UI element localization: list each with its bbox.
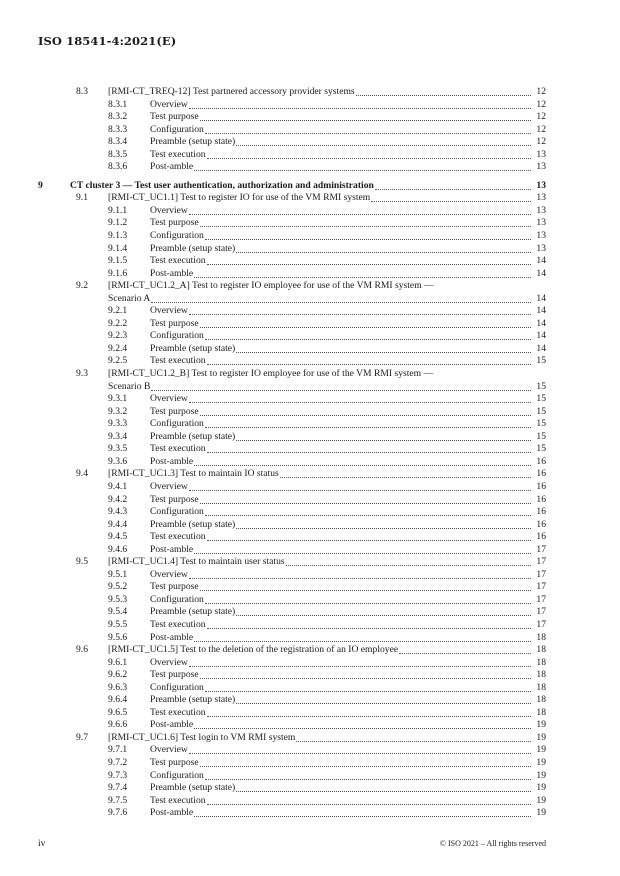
toc-entry-number: 9.7.6 <box>108 807 128 819</box>
toc-entry-number: 9.4.6 <box>108 543 128 555</box>
dot-leader <box>189 393 531 403</box>
dot-leader <box>236 519 531 529</box>
dot-leader <box>189 744 531 754</box>
toc-entry[interactable] <box>38 86 546 99</box>
toc-entry-number: 9.6.6 <box>108 719 128 731</box>
toc-entry-number: 9.3.4 <box>108 430 128 442</box>
toc-entry[interactable] <box>38 732 546 745</box>
toc-entry-page: 19 <box>536 769 546 781</box>
page-number: iv <box>38 838 46 849</box>
toc-entry-title: Test purpose <box>150 756 199 768</box>
toc-entry-title: [RMI-CT_TREQ-12] Test partnered accessory provider systems <box>108 86 355 97</box>
toc-entry-page: 19 <box>536 807 546 819</box>
dot-leader <box>236 782 531 792</box>
toc-entry-number: 9.3.3 <box>108 418 128 430</box>
table-of-contents <box>38 86 546 820</box>
toc-entry-page: 14 <box>536 305 546 317</box>
toc-entry-page: 13 <box>536 179 546 191</box>
toc-entry-continuation[interactable] <box>38 381 546 394</box>
toc-entry-number: 9.6.1 <box>108 656 128 668</box>
toc-entry[interactable] <box>38 481 546 494</box>
dot-leader <box>205 230 531 240</box>
toc-entry-title: Post-amble <box>150 807 194 819</box>
dot-leader <box>151 381 531 391</box>
dot-leader <box>207 707 531 717</box>
toc-entry-number: 9.3.2 <box>108 405 128 417</box>
toc-entry-number: 8.3.3 <box>108 123 128 135</box>
toc-entry[interactable] <box>38 343 546 356</box>
toc-entry-title: Test purpose <box>150 581 199 593</box>
toc-entry-title: Overview <box>150 568 188 580</box>
toc-entry-number: 9.7.2 <box>108 756 128 768</box>
toc-entry-page: 15 <box>536 380 546 392</box>
toc-entry-page: 13 <box>536 242 546 254</box>
toc-entry-page: 18 <box>536 669 546 681</box>
toc-entry-page: 15 <box>536 355 546 367</box>
toc-entry-page: 19 <box>536 794 546 806</box>
toc-entry-number: 9.5.3 <box>108 593 128 605</box>
document-id-header: ISO 18541-4:2021(E) <box>38 34 177 48</box>
dot-leader <box>371 192 531 202</box>
toc-entry-page: 15 <box>536 393 546 405</box>
dot-leader <box>207 355 531 365</box>
toc-entry-page: 13 <box>536 192 546 204</box>
toc-entry-number: 9.6.4 <box>108 694 128 706</box>
toc-entry-page: 18 <box>536 631 546 643</box>
dot-leader <box>236 243 531 253</box>
toc-entry[interactable] <box>38 431 546 444</box>
dot-leader <box>194 161 531 171</box>
toc-entry-number: 9.7.3 <box>108 769 128 781</box>
toc-entry[interactable] <box>38 719 546 732</box>
toc-entry-page: 18 <box>536 706 546 718</box>
toc-entry[interactable] <box>38 406 546 419</box>
toc-entry-number: 9.2.5 <box>108 355 128 367</box>
toc-entry[interactable] <box>38 99 546 112</box>
toc-entry-title: Test execution <box>150 148 206 160</box>
dot-leader <box>399 644 531 654</box>
dot-leader <box>200 406 531 416</box>
dot-leader <box>205 330 531 340</box>
toc-entry-number: 9.3.1 <box>108 393 128 405</box>
toc-entry-number: 9.4.1 <box>108 480 128 492</box>
toc-entry-page: 16 <box>536 506 546 518</box>
dot-leader <box>200 581 531 591</box>
toc-entry-title: Overview <box>150 744 188 756</box>
toc-entry[interactable] <box>38 368 546 381</box>
toc-entry-page: 19 <box>536 756 546 768</box>
toc-entry-page: 17 <box>536 581 546 593</box>
toc-entry-title: Configuration <box>150 418 204 430</box>
dot-leader <box>151 293 531 303</box>
toc-entry[interactable] <box>38 506 546 519</box>
toc-entry-title: Configuration <box>150 330 204 342</box>
toc-entry-page: 14 <box>536 330 546 342</box>
toc-entry-title: Test execution <box>150 355 206 367</box>
toc-entry-title: [RMI-CT_UC1.1] Test to register IO for use of the VM RMI system <box>108 192 371 204</box>
toc-entry-number: 8.3.2 <box>108 111 128 123</box>
dot-leader <box>286 556 531 566</box>
toc-entry-page: 18 <box>536 694 546 706</box>
toc-entry-number: 9.3.5 <box>108 443 128 455</box>
toc-entry-page: 12 <box>536 98 546 110</box>
toc-entry-page: 17 <box>536 568 546 580</box>
toc-entry[interactable] <box>38 161 546 174</box>
toc-entry-page: 13 <box>536 217 546 229</box>
toc-entry-number: 9.4.5 <box>108 531 128 543</box>
toc-entry-page: 16 <box>536 493 546 505</box>
toc-entry[interactable] <box>38 531 546 544</box>
toc-entry-number: 9.5.6 <box>108 631 128 643</box>
toc-entry-page: 18 <box>536 681 546 693</box>
dot-leader <box>189 481 531 491</box>
toc-entry-number: 9.5.2 <box>108 581 128 593</box>
dot-leader <box>200 757 531 767</box>
toc-entry-title: [RMI-CT_UC1.6] Test login to VM RMI system <box>108 731 296 743</box>
dot-leader <box>200 669 531 679</box>
dot-leader <box>205 594 531 604</box>
toc-entry-number: 9.2.3 <box>108 330 128 342</box>
toc-entry-number: 9.2.4 <box>108 342 128 354</box>
toc-entry-number: 9.6.3 <box>108 681 128 693</box>
dot-leader <box>207 795 531 805</box>
toc-entry[interactable] <box>38 569 546 582</box>
dot-leader <box>189 305 531 315</box>
toc-entry-page: 19 <box>536 731 546 743</box>
toc-entry-number: 8.3 <box>76 86 88 97</box>
toc-entry-number: 9.5.4 <box>108 606 128 618</box>
toc-entry[interactable] <box>38 744 546 757</box>
toc-entry-number: 9.2 <box>76 280 88 292</box>
dot-leader <box>189 569 531 579</box>
toc-entry-title: [RMI-CT_UC1.3] Test to maintain IO status <box>108 468 279 480</box>
toc-entry[interactable] <box>38 556 546 569</box>
toc-entry[interactable] <box>38 682 546 695</box>
dot-leader <box>194 807 531 817</box>
toc-entry-title-continuation: Scenario A <box>108 292 151 304</box>
toc-entry-title: Test purpose <box>150 317 199 329</box>
toc-entry[interactable] <box>38 180 546 193</box>
toc-entry[interactable] <box>38 255 546 268</box>
toc-entry-title: Test execution <box>150 706 206 718</box>
toc-entry-page: 14 <box>536 255 546 267</box>
toc-entry-title: Post-amble <box>150 267 194 279</box>
toc-entry-page: 15 <box>536 443 546 455</box>
toc-entry[interactable] <box>38 456 546 469</box>
dot-leader <box>375 180 531 190</box>
toc-entry-number: 9.5 <box>76 556 88 568</box>
toc-entry[interactable] <box>38 330 546 343</box>
toc-entry-number: 9 <box>38 179 43 191</box>
toc-entry-number: 9.4 <box>76 468 88 480</box>
toc-entry-number: 9.1.4 <box>108 242 128 254</box>
toc-entry-number: 9.7.4 <box>108 782 128 794</box>
dot-leader <box>205 682 531 692</box>
toc-entry[interactable] <box>38 355 546 368</box>
toc-entry-title: Test execution <box>150 531 206 543</box>
dot-leader <box>296 732 531 742</box>
toc-entry-number: 9.4.2 <box>108 493 128 505</box>
toc-entry[interactable] <box>38 443 546 456</box>
toc-entry-title: Test execution <box>150 255 206 267</box>
toc-entry-page: 14 <box>536 267 546 279</box>
dot-leader <box>207 531 531 541</box>
toc-entry-number: 9.7.5 <box>108 794 128 806</box>
dot-leader <box>356 86 531 96</box>
toc-entry[interactable] <box>38 230 546 243</box>
toc-entry-number: 8.3.1 <box>108 98 128 110</box>
toc-entry[interactable] <box>38 619 546 632</box>
toc-entry-page: 18 <box>536 644 546 656</box>
dot-leader <box>194 544 531 554</box>
toc-entry[interactable] <box>38 594 546 607</box>
toc-entry-number: 9.6.2 <box>108 669 128 681</box>
dot-leader <box>236 606 531 616</box>
toc-entry-number: 8.3.6 <box>108 161 128 173</box>
toc-entry[interactable] <box>38 136 546 149</box>
toc-entry-title: Configuration <box>150 123 204 135</box>
toc-entry-page: 16 <box>536 455 546 467</box>
toc-entry-title: Overview <box>150 656 188 668</box>
toc-entry-page: 17 <box>536 556 546 568</box>
dot-leader <box>207 443 531 453</box>
dot-leader <box>200 318 531 328</box>
toc-entry[interactable] <box>38 418 546 431</box>
toc-entry-page: 14 <box>536 292 546 304</box>
dot-leader <box>236 431 531 441</box>
toc-entry-title: Test purpose <box>150 217 199 229</box>
toc-entry[interactable] <box>38 632 546 645</box>
toc-entry[interactable] <box>38 757 546 770</box>
toc-entry-title: Post-amble <box>150 631 194 643</box>
toc-entry-page: 17 <box>536 543 546 555</box>
toc-entry-title: Preamble (setup state) <box>150 694 236 706</box>
toc-entry-title: [RMI-CT_UC1.2_A] Test to register IO employee for use of the VM RMI system — <box>108 280 434 292</box>
dot-leader <box>207 149 531 159</box>
toc-entry-title: Preamble (setup state) <box>150 430 236 442</box>
dot-leader <box>194 632 531 642</box>
dot-leader <box>194 456 531 466</box>
toc-entry-title: Post-amble <box>150 543 194 555</box>
dot-leader <box>205 506 531 516</box>
toc-entry[interactable] <box>38 795 546 808</box>
toc-entry-number: 9.6.5 <box>108 706 128 718</box>
toc-entry-title: Preamble (setup state) <box>150 242 236 254</box>
toc-entry-title: Overview <box>150 305 188 317</box>
toc-entry[interactable] <box>38 669 546 682</box>
toc-entry-page: 19 <box>536 782 546 794</box>
toc-entry[interactable] <box>38 280 546 293</box>
dot-leader <box>200 217 531 227</box>
toc-entry-page: 13 <box>536 230 546 242</box>
dot-leader <box>280 468 531 478</box>
toc-entry[interactable] <box>38 124 546 137</box>
dot-leader <box>205 770 531 780</box>
toc-entry[interactable] <box>38 707 546 720</box>
toc-entry-page: 17 <box>536 606 546 618</box>
toc-entry[interactable] <box>38 770 546 783</box>
toc-entry-page: 12 <box>536 111 546 123</box>
toc-entry-title: Overview <box>150 204 188 216</box>
toc-entry-title: Test purpose <box>150 493 199 505</box>
toc-entry-page: 17 <box>536 593 546 605</box>
toc-entry[interactable] <box>38 318 546 331</box>
toc-entry-title: [RMI-CT_UC1.5] Test to the deletion of the registration of an IO employee <box>108 644 399 656</box>
toc-entry-page: 12 <box>536 86 546 97</box>
toc-entry-number: 9.6 <box>76 644 88 656</box>
toc-entry-page: 19 <box>536 744 546 756</box>
toc-entry-page: 16 <box>536 518 546 530</box>
toc-entry-number: 9.1.5 <box>108 255 128 267</box>
toc-entry-page: 14 <box>536 317 546 329</box>
toc-entry-page: 16 <box>536 531 546 543</box>
toc-entry-number: 9.2.2 <box>108 317 128 329</box>
toc-entry-page: 17 <box>536 618 546 630</box>
toc-entry[interactable] <box>38 243 546 256</box>
dot-leader <box>189 99 531 109</box>
toc-entry[interactable] <box>38 581 546 594</box>
toc-entry-number: 9.3 <box>76 368 88 380</box>
toc-entry-page: 18 <box>536 656 546 668</box>
toc-entry-page: 15 <box>536 430 546 442</box>
toc-entry[interactable] <box>38 149 546 162</box>
toc-entry-title: Test execution <box>150 618 206 630</box>
toc-entry-continuation[interactable] <box>38 293 546 306</box>
toc-entry-title: Overview <box>150 98 188 110</box>
toc-entry[interactable] <box>38 111 546 124</box>
toc-entry[interactable] <box>38 494 546 507</box>
toc-entry-page: 15 <box>536 418 546 430</box>
toc-entry-page: 12 <box>536 136 546 148</box>
toc-entry-title: Test execution <box>150 443 206 455</box>
toc-entry-title-continuation: Scenario B <box>108 380 151 392</box>
dot-leader <box>205 124 531 134</box>
toc-entry-number: 9.7.1 <box>108 744 128 756</box>
toc-entry-title: Test purpose <box>150 405 199 417</box>
toc-entry-number: 9.1.6 <box>108 267 128 279</box>
dot-leader <box>200 494 531 504</box>
toc-entry-title: CT cluster 3 — Test user authentication, authorization and administration <box>70 179 374 191</box>
toc-entry-title: Preamble (setup state) <box>150 136 236 148</box>
toc-entry-page: 13 <box>536 148 546 160</box>
dot-leader <box>205 418 531 428</box>
toc-entry-title: Configuration <box>150 506 204 518</box>
toc-entry[interactable] <box>38 468 546 481</box>
toc-entry-page: 16 <box>536 468 546 480</box>
toc-entry-page: 13 <box>536 204 546 216</box>
toc-entry-page: 19 <box>536 719 546 731</box>
dot-leader <box>189 205 531 215</box>
toc-entry-number: 9.1.3 <box>108 230 128 242</box>
toc-entry[interactable] <box>38 782 546 795</box>
dot-leader <box>207 255 531 265</box>
toc-entry-title: Post-amble <box>150 719 194 731</box>
toc-entry-number: 8.3.4 <box>108 136 128 148</box>
toc-entry-title: Post-amble <box>150 161 194 173</box>
toc-entry[interactable] <box>38 807 546 820</box>
toc-entry-page: 13 <box>536 161 546 173</box>
toc-entry-page: 12 <box>536 123 546 135</box>
toc-entry-number: 9.7 <box>76 731 88 743</box>
toc-entry-title: Test purpose <box>150 669 199 681</box>
dot-leader <box>207 619 531 629</box>
toc-entry-title: Test execution <box>150 794 206 806</box>
toc-entry-title: Overview <box>150 480 188 492</box>
dot-leader <box>194 268 531 278</box>
copyright-notice: © ISO 2021 – All rights reserved <box>439 839 546 848</box>
toc-entry-title: Preamble (setup state) <box>150 518 236 530</box>
toc-entry[interactable] <box>38 217 546 230</box>
toc-entry[interactable] <box>38 606 546 619</box>
toc-entry-title: Configuration <box>150 681 204 693</box>
toc-entry-title: Test purpose <box>150 111 199 123</box>
dot-leader <box>200 111 531 121</box>
toc-entry-number: 9.1.1 <box>108 204 128 216</box>
toc-entry[interactable] <box>38 694 546 707</box>
toc-entry-title: Preamble (setup state) <box>150 606 236 618</box>
toc-entry-title: [RMI-CT_UC1.2_B] Test to register IO employee for use of the VM RMI system — <box>108 368 434 380</box>
toc-entry[interactable] <box>38 268 546 281</box>
dot-leader <box>236 694 531 704</box>
toc-entry[interactable] <box>38 205 546 218</box>
toc-entry-page: 14 <box>536 342 546 354</box>
toc-entry-number: 9.5.1 <box>108 568 128 580</box>
dot-leader <box>189 657 531 667</box>
toc-entry[interactable] <box>38 192 546 205</box>
toc-entry[interactable] <box>38 644 546 657</box>
toc-entry-page: 15 <box>536 405 546 417</box>
toc-entry-number: 9.3.6 <box>108 455 128 467</box>
toc-entry[interactable] <box>38 305 546 318</box>
toc-entry-page: 16 <box>536 480 546 492</box>
toc-entry-number: 9.1 <box>76 192 88 204</box>
toc-entry-title: [RMI-CT_UC1.4] Test to maintain user status <box>108 556 285 568</box>
toc-entry[interactable] <box>38 393 546 406</box>
toc-entry-title: Overview <box>150 393 188 405</box>
toc-entry-title: Post-amble <box>150 455 194 467</box>
toc-entry-number: 9.5.5 <box>108 618 128 630</box>
dot-leader <box>236 343 531 353</box>
toc-entry-title: Configuration <box>150 230 204 242</box>
dot-leader <box>194 719 531 729</box>
toc-entry-number: 9.4.3 <box>108 506 128 518</box>
toc-entry[interactable] <box>38 544 546 557</box>
toc-entry[interactable] <box>38 519 546 532</box>
toc-entry-title: Preamble (setup state) <box>150 782 236 794</box>
toc-entry-number: 9.1.2 <box>108 217 128 229</box>
toc-entry-title: Configuration <box>150 593 204 605</box>
toc-entry-title: Preamble (setup state) <box>150 342 236 354</box>
toc-entry-number: 8.3.5 <box>108 148 128 160</box>
toc-entry[interactable] <box>38 657 546 670</box>
toc-entry-title: Configuration <box>150 769 204 781</box>
toc-entry-number: 9.4.4 <box>108 518 128 530</box>
dot-leader <box>236 136 531 146</box>
toc-entry-number: 9.2.1 <box>108 305 128 317</box>
